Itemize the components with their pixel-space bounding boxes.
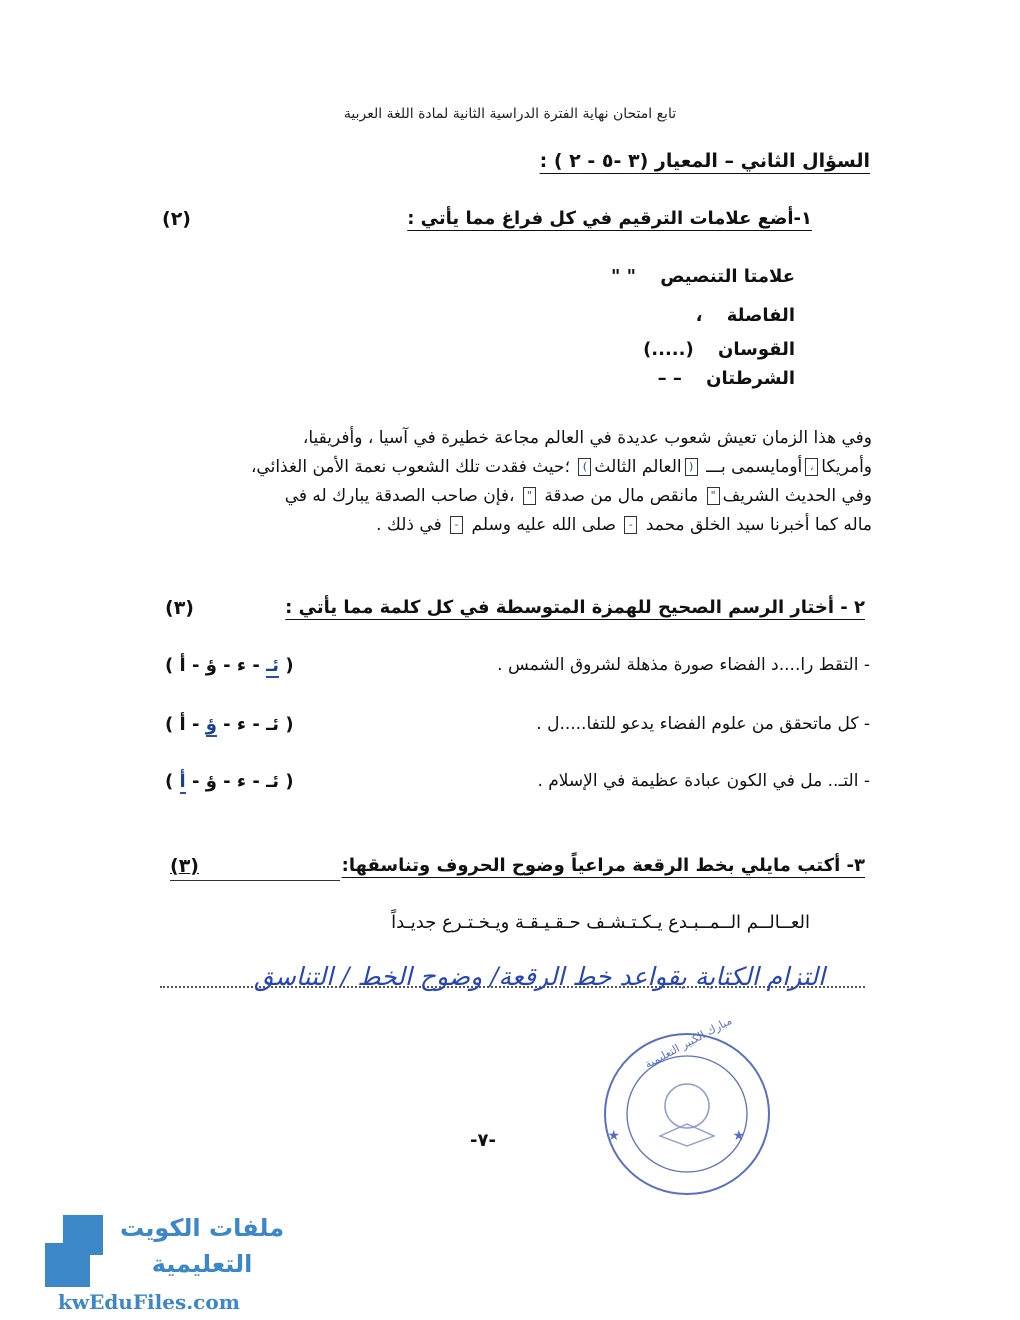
answer-box[interactable]: ": [707, 487, 720, 505]
logo-line: التعليمية: [151, 1250, 253, 1278]
exam-header: تابع امتحان نهاية الفترة الدراسية الثانية لمادة اللغة العربية: [343, 106, 677, 122]
choice-option[interactable]: ؤ: [205, 714, 217, 735]
hamza-item-1: - التقط را....د الفضاء صورة مذهلة لشروق الشمس .: [497, 655, 870, 675]
paragraph-line: وفي هذا الزمان تعيش شعوب عديدة في العالم مجاعة خطيرة في آسيا ، وأفريقيا،: [302, 428, 872, 448]
paragraph-line: [142, 511, 872, 540]
text-span: ،فإن صاحب الصدقة يبارك له في: [284, 486, 515, 506]
svg-text:★: ★: [607, 1128, 620, 1144]
logo-icon: [45, 1215, 110, 1291]
legend-parentheses: [643, 339, 795, 360]
stamp-text: مبارك الكبير التعليمية: [642, 1014, 735, 1071]
text-span: وفي الحديث الشريف: [722, 486, 872, 506]
svg-text:★: ★: [732, 1128, 745, 1144]
logo-url[interactable]: kwEduFiles.com: [58, 1290, 240, 1314]
part1-mark: (٢): [162, 208, 191, 230]
logo-line: ملفات الكويت: [120, 1214, 285, 1242]
legend-label: علامتا التنصيص: [660, 266, 795, 287]
choice-option[interactable]: ء: [236, 771, 247, 792]
paragraph-line: [142, 482, 872, 511]
legend-label: القوسان: [718, 339, 795, 360]
part2-title: ٢ - أختار الرسم الصحيح للهمزة المتوسطة في كل كلمة مما يأتي :: [285, 597, 865, 618]
underline-divider: [170, 880, 340, 881]
text-span: في ذلك .: [376, 515, 442, 535]
part1-title: ١-أضع علامات الترقيم في كل فراغ مما يأتي :: [407, 208, 812, 229]
legend-symbol: " ": [610, 266, 636, 287]
choice-option[interactable]: ؤ: [205, 655, 217, 676]
answer-box[interactable]: ): [578, 458, 591, 476]
text-span: صلى الله عليه وسلم: [471, 515, 617, 535]
legend-quotes: [611, 266, 795, 287]
punctuation-paragraph: [142, 424, 872, 540]
answer-box[interactable]: ": [523, 487, 536, 505]
hamza-item-2: - كل ماتحقق من علوم الفضاء يدعو للتفا.....ل .: [536, 714, 870, 734]
part3-title: ٣- أكتب مايلي بخط الرقعة مراعياً وضوح الحروف وتناسقها:: [341, 855, 865, 876]
choice-option[interactable]: ئـ: [266, 714, 280, 735]
part2-mark: (٣): [165, 597, 194, 619]
text-span: ماله كما أخبرنا سيد الخلق محمد: [645, 515, 872, 535]
text-span: مانقص مال من صدقة: [544, 486, 699, 506]
paragraph-line: [142, 453, 872, 482]
hamza-item-3: - التـ.. مل في الكون عبادة عظيمة في الإسلام .: [537, 771, 870, 791]
text-span: أومايسمى بـــ: [706, 457, 803, 477]
choice-option[interactable]: ء: [236, 655, 247, 676]
choice-option[interactable]: أ: [179, 655, 186, 676]
hamza-choices-3: ( ئـ - ء - ؤ - أ ): [165, 771, 294, 792]
legend-dashes: [658, 368, 795, 389]
model-sentence: العــالــم الــمــبـدع يـكـتـشـف حـقـيـقـة ويـخـتـرع جديـداً: [391, 912, 810, 933]
legend-label: الشرطتان: [706, 368, 795, 389]
question-title: السؤال الثاني – المعيار (٣ -٥ - ٢ ) :: [539, 150, 870, 172]
answer-box[interactable]: -: [624, 516, 637, 534]
choice-option[interactable]: ئـ: [266, 771, 280, 792]
school-stamp: [600, 1028, 775, 1204]
choice-option[interactable]: ء: [236, 714, 247, 735]
legend-symbol: ،: [695, 305, 703, 326]
text-span: العالم الثالث: [594, 457, 682, 477]
legend-label: الفاصلة: [726, 305, 795, 326]
logo-text: [120, 1210, 284, 1282]
text-span: ؛حيث فقدت تلك الشعوب نعمة الأمن الغذائي،: [250, 457, 570, 477]
choice-option[interactable]: ؤ: [205, 771, 217, 792]
part3-mark: (٣): [170, 855, 199, 877]
stamp-seal-icon: [600, 1028, 775, 1200]
legend-comma: [696, 305, 795, 326]
choice-option[interactable]: أ: [179, 771, 186, 792]
text-span: وأمريكا: [821, 457, 872, 477]
answer-box[interactable]: (: [685, 458, 698, 476]
choice-option[interactable]: أ: [179, 714, 186, 735]
answer-box[interactable]: ،: [805, 458, 818, 476]
handwritten-note: التزام الكتابة بقواعد خط الرقعة/ وضوح الخط / التناسق: [254, 962, 825, 991]
page-number: -٧-: [470, 1130, 496, 1151]
legend-symbol: (.....): [643, 339, 694, 360]
hamza-choices-1: ( ئـ - ء - ؤ - أ ): [165, 655, 294, 676]
hamza-choices-2: ( ئـ - ء - ؤ - أ ): [165, 714, 294, 735]
legend-symbol: – –: [657, 368, 682, 389]
choice-option[interactable]: ئـ: [266, 655, 280, 676]
answer-box[interactable]: -: [450, 516, 463, 534]
